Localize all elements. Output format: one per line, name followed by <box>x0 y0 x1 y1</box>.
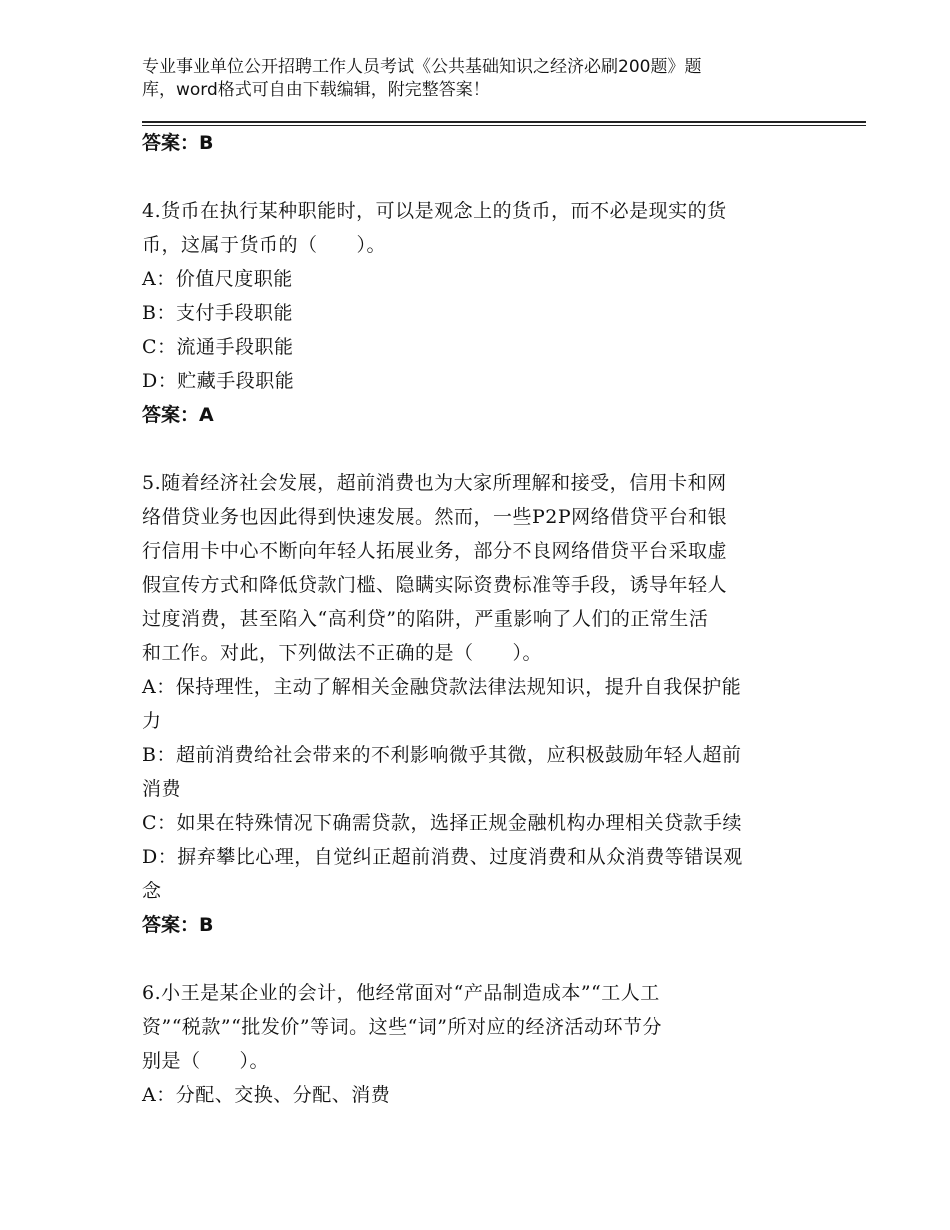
spacer <box>142 432 822 466</box>
question-5-option-b-cont: 消费 <box>142 778 182 800</box>
question-5-line-4: 假宣传方式和降低贷款门槛、隐瞒实际资费标准等手段，诱导年轻人 <box>142 574 728 596</box>
question-5-option-a: A：保持理性，主动了解相关金融贷款法律法规知识，提升自我保护能 <box>142 676 742 698</box>
question-5-option-b: B：超前消费给社会带来的不利影响微乎其微，应积极鼓励年轻人超前 <box>142 744 742 766</box>
question-4-answer: 答案：A <box>142 404 214 426</box>
question-5-line-5: 过度消费，甚至陷入“高利贷”的陷阱，严重影响了人们的正常生活 <box>142 608 709 630</box>
question-6-line-2: 资”“税款”“批发价”等词。这些“词”所对应的经济活动环节分 <box>142 1016 662 1038</box>
question-6 <box>142 976 822 1112</box>
spacer <box>142 160 822 194</box>
question-4-line-1: 4.货币在执行某种职能时，可以是观念上的货币，而不必是现实的货 <box>142 200 727 222</box>
question-5-option-c: C：如果在特殊情况下确需贷款，选择正规金融机构办理相关贷款手续 <box>142 812 743 834</box>
question-6-line-1: 6.小王是某企业的会计，他经常面对“产品制造成本”“工人工 <box>142 982 660 1004</box>
question-4-option-a: A：价值尺度职能 <box>142 268 293 290</box>
question-5-option-d: D：摒弃攀比心理，自觉纠正超前消费、过度消费和从众消费等错误观 <box>142 846 743 868</box>
question-5-line-2: 络借贷业务也因此得到快速发展。然而，一些P2P网络借贷平台和银 <box>142 506 728 528</box>
question-4-option-c: C：流通手段职能 <box>142 336 294 358</box>
page-header <box>142 56 782 102</box>
header-line-2: 库，word格式可自由下载编辑，附完整答案！ <box>142 80 490 100</box>
previous-answer: 答案：B <box>142 132 214 154</box>
question-4 <box>142 194 822 432</box>
question-5-option-d-cont: 念 <box>142 880 162 902</box>
question-5-option-a-cont: 力 <box>142 710 162 732</box>
question-5-line-3: 行信用卡中心不断向年轻人拓展业务，部分不良网络借贷平台采取虚 <box>142 540 728 562</box>
question-5 <box>142 466 822 942</box>
header-line-1: 专业事业单位公开招聘工作人员考试《公共基础知识之经济必刷200题》题 <box>142 57 702 77</box>
question-4-line-2: 币，这属于货币的（ ）。 <box>142 234 387 256</box>
question-4-option-d: D：贮藏手段职能 <box>142 370 295 392</box>
question-5-line-6: 和工作。对此，下列做法不正确的是（ ）。 <box>142 642 543 664</box>
question-5-line-1: 5.随着经济社会发展，超前消费也为大家所理解和接受，信用卡和网 <box>142 472 727 494</box>
header-divider-thick <box>142 121 866 123</box>
question-5-answer: 答案：B <box>142 914 214 936</box>
question-6-option-a: A：分配、交换、分配、消费 <box>142 1084 391 1106</box>
spacer <box>142 942 822 976</box>
question-content <box>142 126 822 1112</box>
question-6-line-3: 别是（ ）。 <box>142 1050 270 1072</box>
question-4-option-b: B：支付手段职能 <box>142 302 293 324</box>
